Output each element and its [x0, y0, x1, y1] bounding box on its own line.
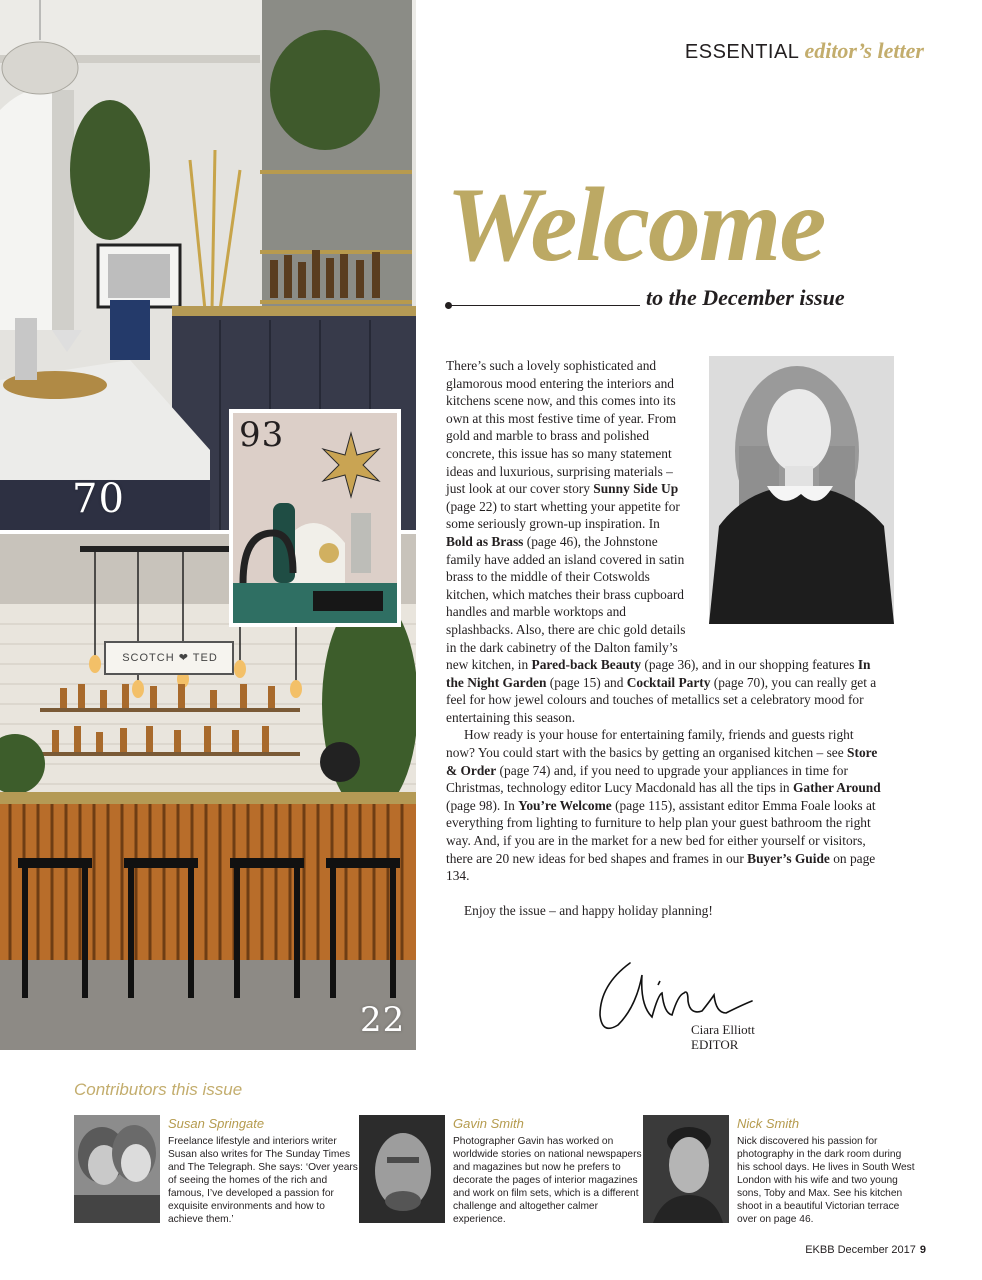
editor-role: EDITOR — [691, 1037, 739, 1052]
contributor-photo — [74, 1115, 160, 1223]
paragraph: How ready is your house for entertaining family, friends and guests right now? You could start with the basics by getting an organised kitchen – see Store & Order (page 74) and, if you need to upgrade your appliances in time for Christmas, technology editor Lucy Macdonald has all the tips in Gather Around (page 98). In You’re Welcome (page 115), assistant editor Emma Foale looks at everything from lighting to furniture to help plan your guest bathroom the right way. And, if you are in the market for a new bed for either yourself or visitors, there are 20 new ideas for bed shapes and frames in our Buyer’s Guide on page 134. — [446, 727, 881, 884]
article-link: Gather Around — [792, 780, 881, 796]
page-number-label: 22 — [360, 1000, 406, 1040]
paragraph: There’s such a lovely sophisticated and glamorous mood entering the interiors and kitchens scene now, and this comes into its own at this most festive time of year. From gold and marble to brass and polished concrete, this issue has so many statement ideas and luxurious, surprising materials – just look at our cover story Sunny Side Up (page 22) to start whetting your appetite for some seriously grown-up inspiration. In Bold as Brass (page 46), the Johnstone family have added an island covered in satin brass to the middle of their Cotswolds kitchen, which matches their brass cupboard handles and marble worktops and splashbacks. Also, there are chic gold details in the dark cabinetry of the Dalton family’s new kitchen, in Pared-back Beauty (page 36), and in our shopping features In the Night Garden (page 15) and Cocktail Party (page 70), you can really get a feel for how jewel colours and touches of metallics set a celebratory mood for entertaining this season. — [446, 358, 877, 725]
contributor-bio: Nick discovered his passion for photography in the dark room during his school days. He lives in South West London with his wife and two young sons, Toby and Max. See his kitchen shoot in a beautiful Victorian terrace over on page 46. — [737, 1136, 915, 1225]
contributor-name: Gavin Smith — [453, 1116, 524, 1131]
page-number: 9 — [919, 1244, 926, 1256]
article-link: Sunny Side Up — [593, 481, 679, 497]
section-title: editor’s letter — [804, 38, 924, 63]
contributors-heading: Contributors this issue — [74, 1080, 243, 1099]
section-header — [685, 38, 924, 64]
editor-name: Ciara Elliott — [691, 1022, 755, 1037]
portrait-wrap-gap — [688, 357, 882, 639]
contributor-name: Susan Springate — [168, 1116, 265, 1131]
contributor-name: Nick Smith — [737, 1116, 800, 1131]
closing-line: Enjoy the issue – and happy holiday planning! — [464, 902, 713, 918]
editor-letter-body — [446, 357, 882, 919]
article-link: You’re Welcome — [518, 797, 612, 813]
page-number-label: 70 — [72, 476, 125, 522]
article-link: Pared-back Beauty — [531, 657, 642, 673]
article-link: In the Night Garden — [446, 657, 871, 690]
article-link: Bold as Brass — [446, 533, 524, 549]
section-label: ESSENTIAL — [684, 41, 800, 63]
page-folio — [805, 1244, 926, 1256]
rule-line — [450, 305, 640, 306]
contributor-photo — [643, 1115, 729, 1223]
page-number-label: 93 — [239, 415, 285, 455]
article-link: Cocktail Party — [626, 674, 711, 690]
bar-sign-text: SCOTCH ❤ TED — [122, 652, 218, 664]
contributor-bio: Photographer Gavin has worked on worldwide stories on national newspapers and magazines but now he prefers to decorate the pages of interior magazines and work on film sets, which is a different challenge and altogether calmer experience. — [453, 1136, 642, 1225]
contributor-bio: Freelance lifestyle and interiors writer Susan also writes for The Sunday Times and The Telegraph. She says: ‘Over years of seeing the homes of the rich and famous, I’ve developed a passion for exquisite environments and how to achieve them.’ — [168, 1136, 358, 1225]
signature-block — [691, 1022, 755, 1052]
article-link: Store & Order — [446, 745, 878, 778]
page-subtitle: to the December issue — [646, 285, 845, 310]
contributor-photo — [359, 1115, 445, 1223]
magazine-issue: EKBB December 2017 — [805, 1244, 916, 1256]
page-title: Welcome — [446, 166, 825, 283]
accessories-photo — [229, 409, 401, 627]
article-link: Buyer’s Guide — [747, 850, 830, 866]
